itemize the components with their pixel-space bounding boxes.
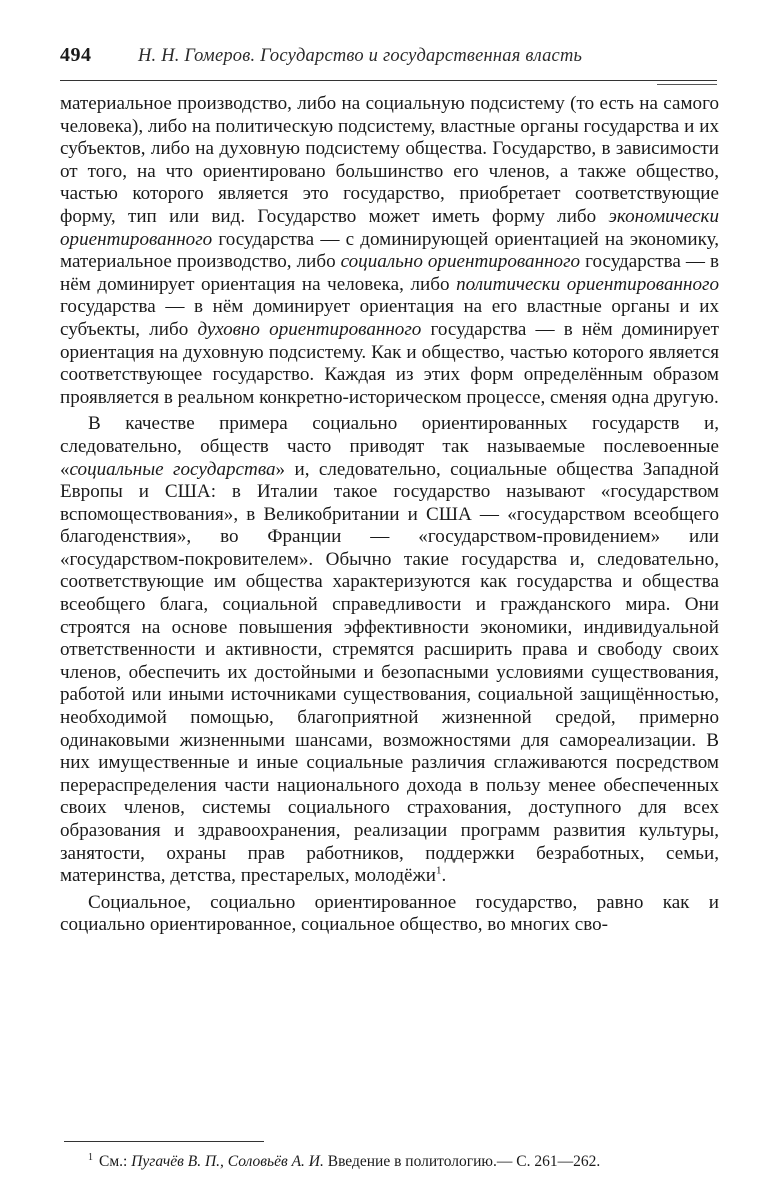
text-run: .	[441, 865, 447, 887]
running-head: Н. Н. Гомеров. Государство и государственная власть	[138, 46, 583, 66]
footnote-prefix: См.:	[99, 1153, 132, 1171]
header-rule-secondary	[657, 84, 717, 85]
footnote-reference: 1	[435, 864, 442, 877]
body-text	[60, 93, 719, 937]
text-run: » и, следовательно, социальные общества Западной Европы и США: в Италии такое государство называют «государством вспомоществования», в Великобритании и США — «государством всеобщего благоденствия», во Франции — «государством-провидением» или «государством-покровителем». Обычно такие государства и, следовательно, соответствующие им общества характеризуются как государства и общества всеобщего блага, социальной справедливости и гражданского мира. Они строятся на основе повышения эффективности экономики, индивидуальной ответственности и активности, стремятся расширить права и свободу своих членов, обеспечить их достойными и безопасными условиями существования, работой или иными источниками существования, социальной защищённостью, необходимой помощью, благоприятной жизненной средой, примерно одинаковыми жизненными шансами, возможностями для самореализации. В них имущественные и иные социальные различия сглаживаются посредством перераспределения части национального дохода в пользу менее обеспеченных своих членов, системы социального страхования, доступного для всех образования и здравоохранения, реализации программ развития культуры, занятости, охраны прав работников, поддержки безработных, семьи, материнства, детства, престарелых, молодёжи	[60, 458, 719, 887]
paragraph	[60, 892, 719, 937]
italic-term: духовно ориентированного	[197, 318, 422, 340]
page-header	[60, 44, 717, 72]
text-run: государства — с доминирующей ориентацией на экономику, материальное производство, либо	[60, 228, 719, 273]
page-number: 494	[60, 44, 92, 66]
italic-term: социально ориентированного	[340, 251, 581, 273]
text-run: государства — в нём доминирует ориентация на духовную подсистему. Как и общество, частью которого является соответствующее государство. Каждая из этих форм определённым образом проявляется в реальном конкретно-историческом процессе, сменяя одна другую.	[60, 318, 719, 408]
footnote-authors: Пугачёв В. П., Соловьёв А. И.	[131, 1153, 324, 1171]
text-run: государства — в нём доминирует ориентация на человека, либо	[60, 251, 720, 295]
italic-term: экономически ориентированного	[60, 205, 719, 250]
paragraph	[60, 93, 719, 409]
footnote-rule	[64, 1141, 264, 1142]
footnote-mark: 1	[88, 1152, 93, 1163]
footnote	[88, 1148, 717, 1171]
italic-term: социальные государства	[69, 458, 276, 480]
paragraph	[60, 413, 719, 887]
footnote-source: Введение в политологию.— С. 261—262.	[323, 1153, 601, 1171]
text-run: Социальное, социально ориентированное государство, равно как и социально ориентированное, социальное общество, во многих сво-	[60, 891, 719, 936]
italic-term: политически ориентированного	[456, 273, 720, 295]
text-run: государства — в нём доминирует ориентация на его властные органы и их субъекты, либо	[60, 296, 719, 340]
header-rule	[60, 80, 717, 81]
text-run: В качестве примера социально ориентированных государств и, следовательно, обществ часто приводят так называемые послевоенные «	[60, 413, 719, 480]
text-run: материальное производство, либо на социальную подсистему (то есть на самого человека), либо на политическую подсистему, властные органы государства и их субъектов, либо на духовную подсистему общества. Государство, в зависимости от того, на что ориентировано большинство его членов, а также общество, частью которого является это государство, приобретает соответствующие форму, тип или вид. Государство может иметь форму либо	[60, 93, 719, 227]
